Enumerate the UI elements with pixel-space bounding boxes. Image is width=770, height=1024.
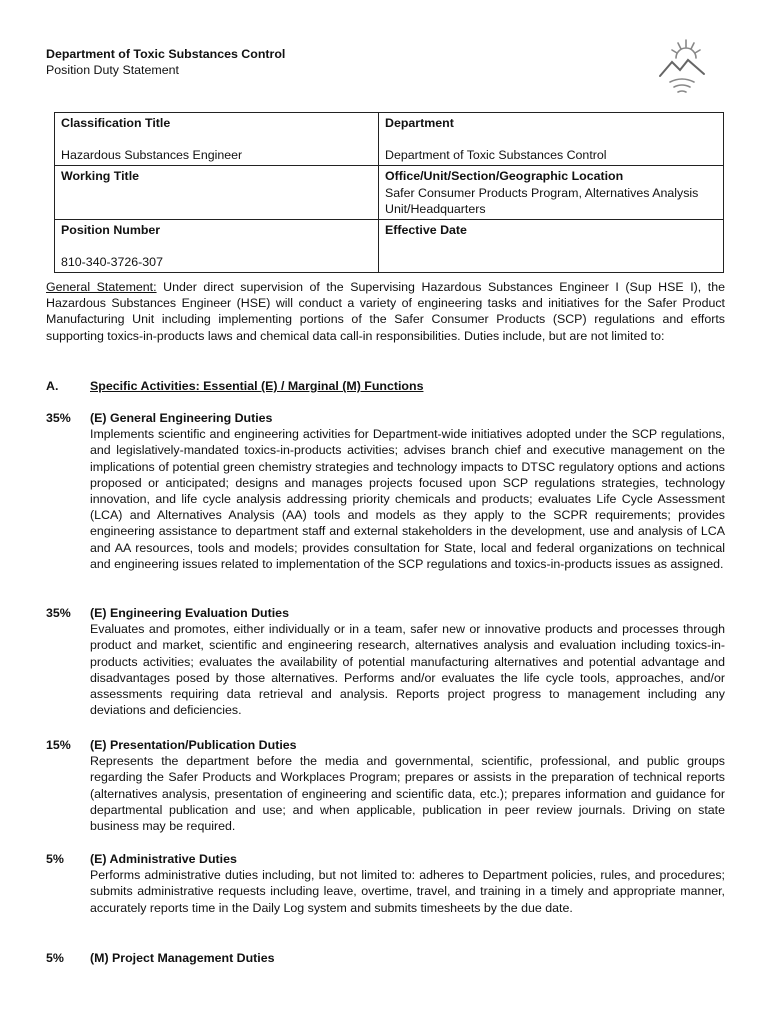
working-title-label: Working Title xyxy=(61,169,140,184)
sun-mountain-logo-icon xyxy=(652,36,714,98)
duty-text: Evaluates and promotes, either individually or in a team, safer new or innovative products and processes through product and market, scientific and engineering research, alternatives analysis and evaluation including toxics-in-products activities; evaluates the availability of potential manufacturing alternatives and potential advantage and disadvantages posed by those alternatives. Performs and/or evaluates the life cycle tools, approaches, and/or assessments requiring data retrieval and analysis. Reports project progress to management including any deviations and deficiencies. xyxy=(90,622,725,718)
duty-title: (M) Project Management Duties xyxy=(90,951,275,965)
duty-text: Represents the department before the media and governmental, scientific, professional, and public groups regarding the Safer Products and Workplaces Program; prepares or assists in the preparation of technical reports (alternatives analysis, presentation of engineering and scientific data, etc.); prepares information and guidance for departmental publication and use; and when applicable, publication in peer review journals. Driving on state business may be required. xyxy=(90,754,725,834)
duty-title: (E) Administrative Duties xyxy=(90,852,237,866)
position-number-value: 810-340-3726-307 xyxy=(61,255,163,270)
document-header xyxy=(46,46,606,78)
working-title-cell xyxy=(55,166,379,220)
office-cell xyxy=(379,166,724,220)
general-statement xyxy=(46,279,725,344)
effective-date-label: Effective Date xyxy=(385,223,467,238)
classification-value: Hazardous Substances Engineer xyxy=(61,148,243,163)
classification-label: Classification Title xyxy=(61,116,171,130)
office-value: Safer Consumer Products Program, Alternatives Analysis Unit/Headquarters xyxy=(385,185,699,216)
duty-title: (E) Engineering Evaluation Duties xyxy=(90,606,289,620)
org-name: Department of Toxic Substances Control xyxy=(46,47,286,61)
position-number-cell xyxy=(55,220,379,273)
effective-date-cell xyxy=(379,220,724,273)
duty-item xyxy=(46,737,725,834)
duty-item xyxy=(46,410,725,572)
department-value: Department of Toxic Substances Control xyxy=(385,148,607,163)
document-subtitle: Position Duty Statement xyxy=(46,63,179,78)
duty-percent: 5% xyxy=(46,852,64,866)
section-letter: A. xyxy=(46,379,59,393)
position-info-table xyxy=(54,112,724,273)
duty-text: Performs administrative duties including, but not limited to: adheres to Department policies, rules, and procedures; submits administrative requests including leave, overtime, travel, and training in a timely and appropriate manner, accurately reports time in the Daily Log system and submits timesheets by the due date. xyxy=(90,868,725,915)
department-label: Department xyxy=(385,116,454,130)
office-label: Office/Unit/Section/Geographic Location xyxy=(385,169,624,184)
classification-cell xyxy=(55,113,379,166)
duty-item xyxy=(46,605,725,718)
duty-percent: 15% xyxy=(46,738,71,752)
duty-item xyxy=(46,851,725,916)
position-number-label: Position Number xyxy=(61,223,161,238)
general-statement-label: General Statement: xyxy=(46,280,157,294)
section-a-heading xyxy=(46,378,725,394)
general-statement-text: Under direct supervision of the Supervising Hazardous Substances Engineer I (Sup HSE I), the Hazardous Substances Engineer (HSE) will conduct a variety of engineering tasks and initiatives for the Safer Product Manufacturing Unit including implementing portions of the Safer Consumer Products (SCP) regulations and efforts supporting toxics-in-products laws and chemical data call-in responsibilities. Duties include, but are not limited to: xyxy=(46,280,725,343)
duty-percent: 35% xyxy=(46,606,71,620)
duty-percent: 5% xyxy=(46,951,64,965)
duty-text: Implements scientific and engineering activities for Department-wide initiatives adopted under the SCP regulations, and legislatively-mandated toxics-in-products activities; advises branch chief and executive management on the implications of potential green chemistry strategies and technology impacts to DTSC regulatory options and actions proposed or anticipated; designs and manages projects focused upon SCP regulations strategies, technology innovation, and life cycle analysis addressing priority chemicals and products; evaluates Life Cycle Assessment (LCA) and Alternatives Analysis (AA) tools and models as they apply to the SCPR requirements; provides engineering assistance to department staff and external stakeholders in the development, use and analysis of LCA and AA resources, tools and models; provides consultation for State, local and federal organizations on technical and engineering issues related to implementation of the SCP regulations and toxics-in-products issues as assigned. xyxy=(90,427,725,571)
section-title: Specific Activities: Essential (E) / Marginal (M) Functions xyxy=(90,379,424,393)
duty-percent: 35% xyxy=(46,411,71,425)
duty-title: (E) General Engineering Duties xyxy=(90,411,273,425)
duty-item xyxy=(46,950,725,966)
duty-title: (E) Presentation/Publication Duties xyxy=(90,738,297,752)
department-cell xyxy=(379,113,724,166)
